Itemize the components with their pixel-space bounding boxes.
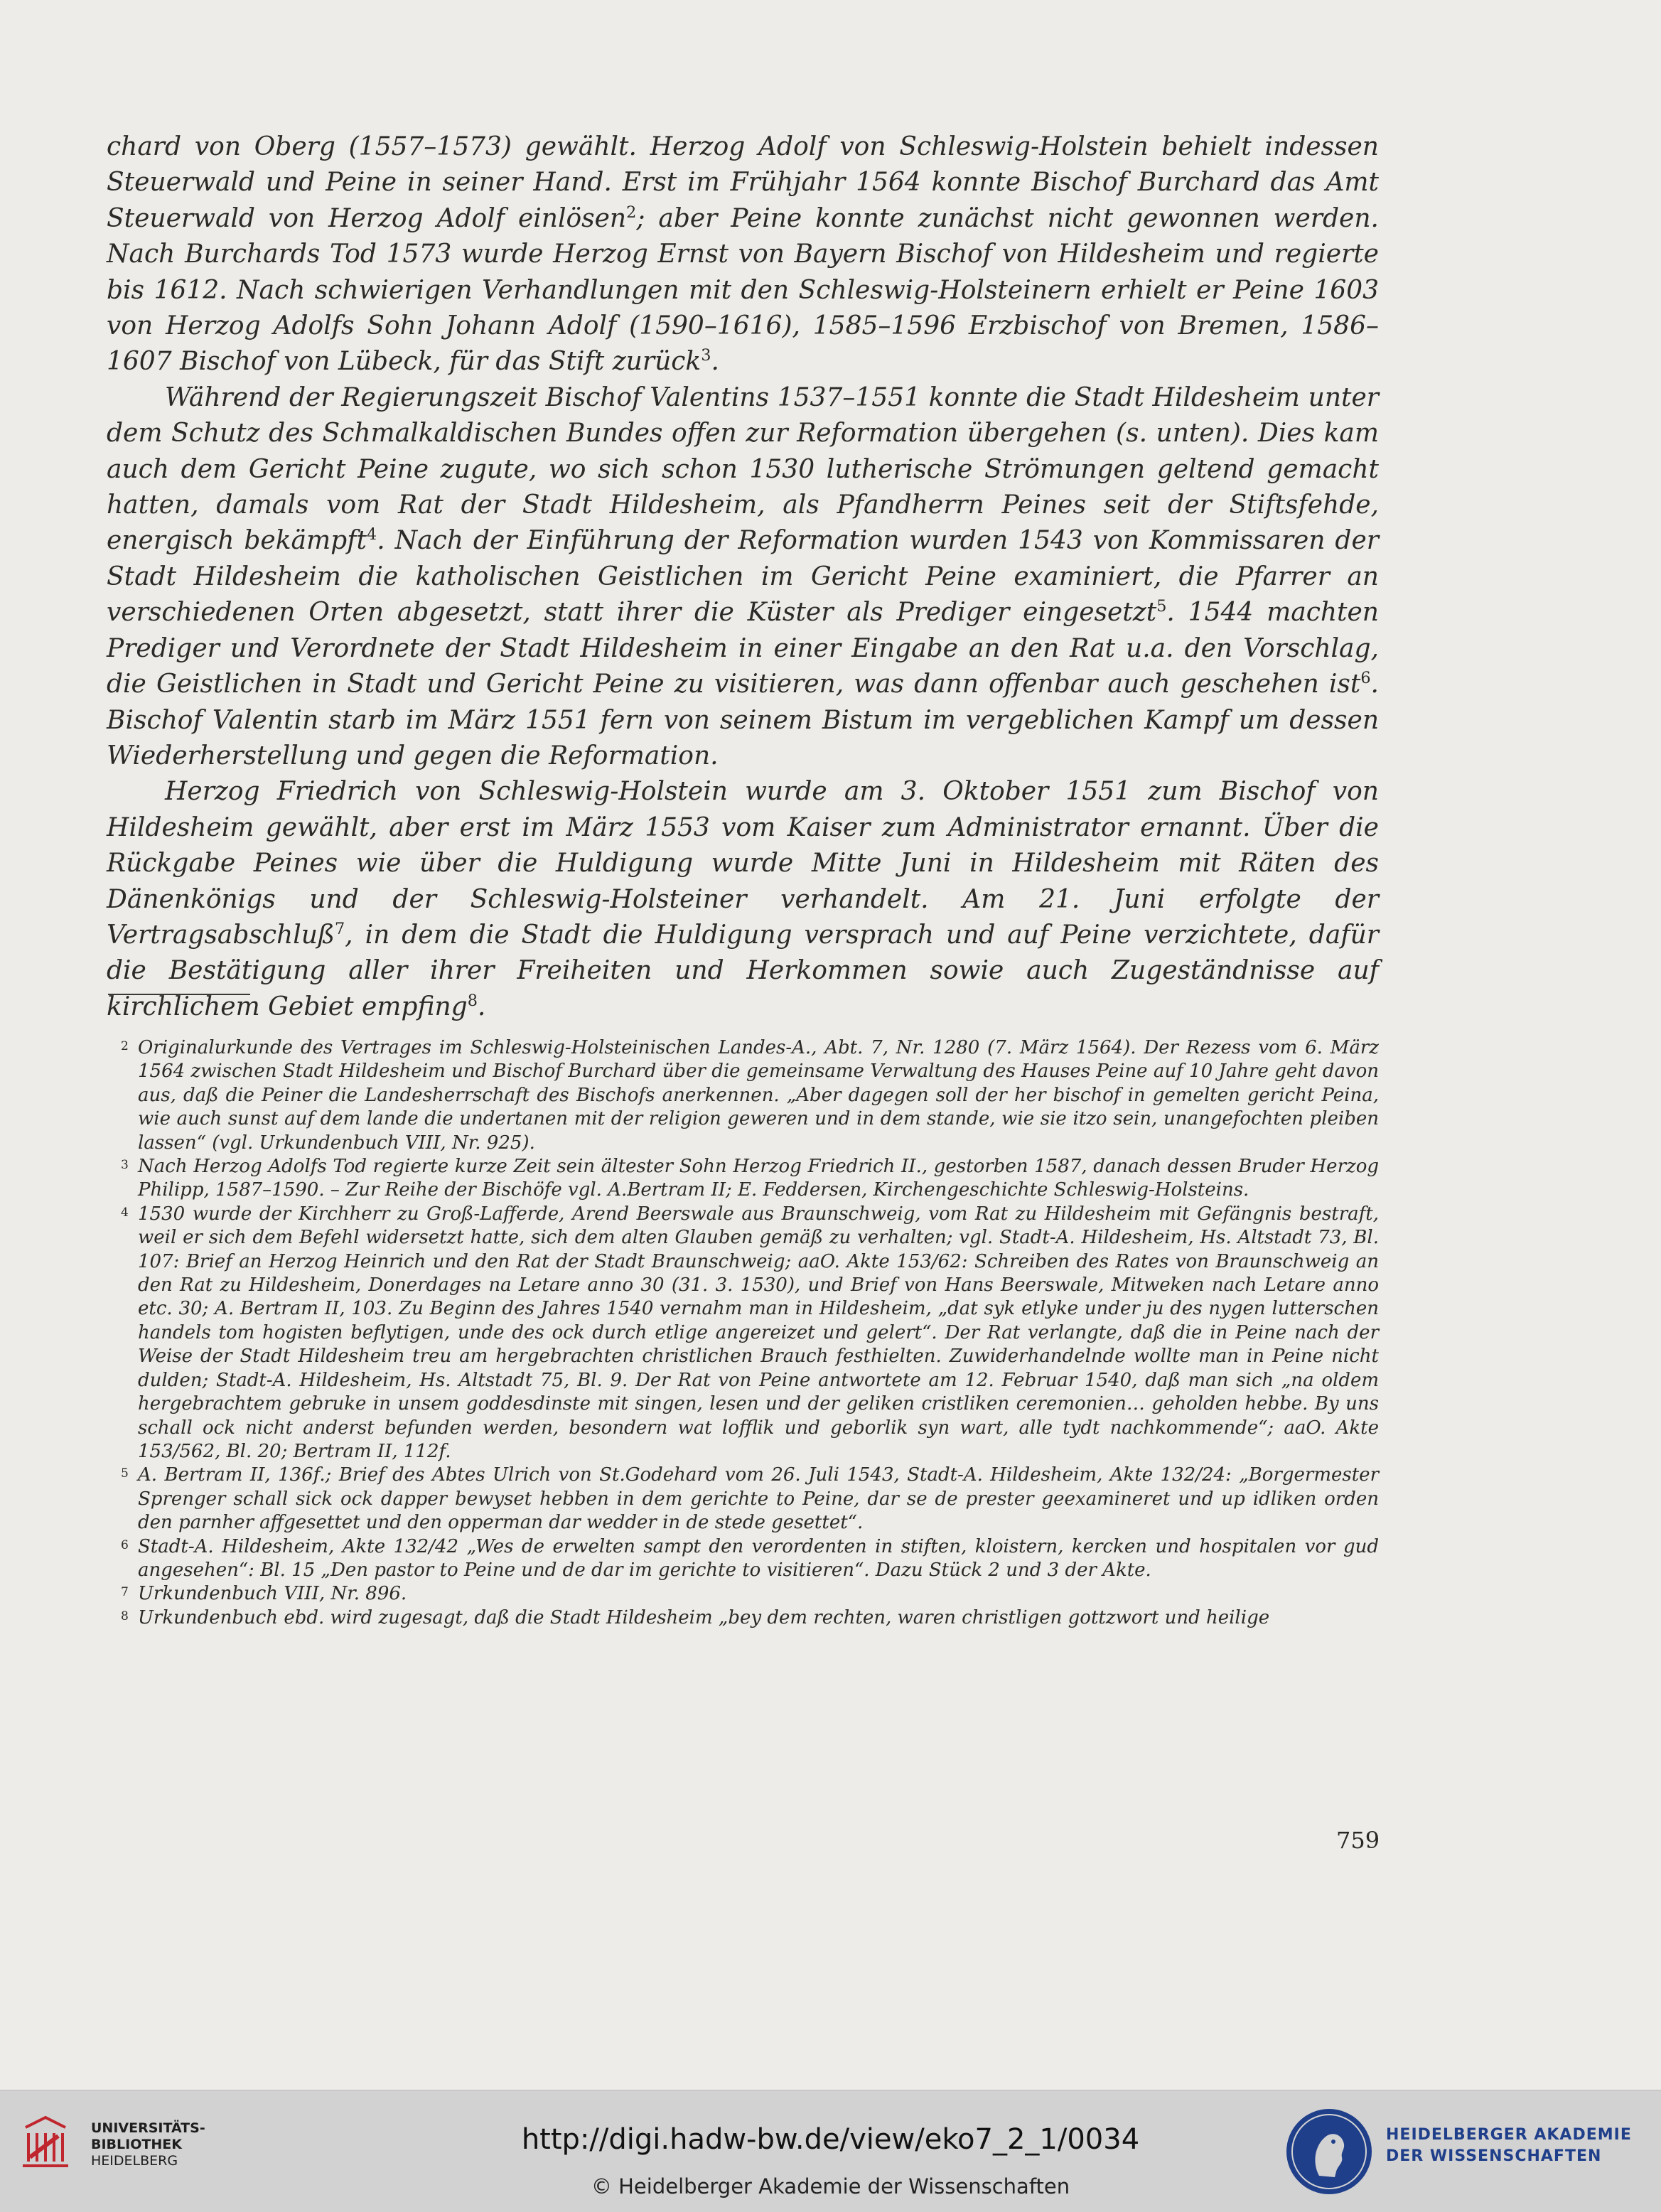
footnote-ref-8[interactable]: 8 — [467, 991, 478, 1010]
footnote — [121, 1606, 1379, 1630]
paragraph-2: Während der Regierungszeit Bischof Valentins 1537–1551 konnte die Stadt Hildesheim unter dem Schutz des Schmalkaldischen Bundes offen zur Reformation übergehen (s. unten). Dies kam auch dem Gericht Peine zugute, wo sich schon 1530 lutherische Strömungen geltend gemacht hatten, damals vom Rat der Stadt Hildesheim, als Pfandherrn Peines seit der Stiftsfehde, energisch bekämpft$^4$. Nach der Einführung der Reformation wurden 1543 von Kommissaren der Stadt Hildesheim die katholischen Geistlichen im Gericht Peine examiniert, die Pfarrer an verschiedenen Orten abgesetzt, statt ihrer die Küster als Prediger eingesetzt$^5$. 1544 machten Prediger und Verordnete der Stadt Hildesheim in einer Eingabe an den Rat u.a. den Vorschlag, die Geistlichen in Stadt und Gericht Peine zu visitieren, was dann offenbar auch geschehen ist$^6$. Bischof Valentin starb im März 1551 fern von seinem Bistum im vergeblichen Kampf um dessen Wiederherstellung und gegen die Reformation. — [107, 382, 1379, 771]
footnote — [121, 1155, 1379, 1203]
academy-name: HEIDELBERGER AKADEMIE DER WISSENSCHAFTEN — [1386, 2126, 1632, 2165]
academy-seal-icon[interactable] — [1284, 2106, 1375, 2197]
footnote-text: Originalurkunde des Vertrages im Schleswig-Holsteinischen Landes-A., Abt. 7, Nr. 1280 (7. März 1564). Der Rezess vom 6. März 1564 zwischen Stadt Hildesheim und Bischof Burchard über die gemeinsame Verwaltung des Hauses Peine auf 10 Jahre geht davon aus, daß die Peiner die Landesherrschaft des Bischofs anerkennen. „Aber dagegen soll der her bischof in gemelten gericht Peina, wie auch sunst auf dem lande die undertanen mit der religion geweren und in dem stande, wie sie itzo sein, unangefochten pleiben lassen“ (vgl. Urkundenbuch VIII, Nr. 925). — [138, 1037, 1379, 1154]
footnote — [121, 1036, 1379, 1155]
footnote-number: 3 — [121, 1158, 129, 1173]
footnote-text: Urkundenbuch VIII, Nr. 896. — [138, 1583, 407, 1605]
footnote — [121, 1203, 1379, 1464]
university-library-name: UNIVERSITÄTS- BIBLIOTHEK HEIDELBERG — [91, 2120, 205, 2169]
footnote-number: 6 — [121, 1537, 129, 1552]
document-url-link[interactable]: http://digi.hadw-bw.de/view/eko7_2_1/0034 — [521, 2123, 1140, 2156]
footnote-ref-7[interactable]: 7 — [334, 919, 345, 938]
footnote — [121, 1535, 1379, 1583]
footnote-ref-3[interactable]: 3 — [701, 346, 711, 365]
footnote-ref-5[interactable]: 5 — [1156, 597, 1167, 616]
page-number: 759 — [1336, 1827, 1380, 1854]
footnote-number: 4 — [121, 1205, 129, 1220]
footnote-text: 1530 wurde der Kirchherr zu Groß-Lafferde, Arend Beerswale aus Braunschweig, vom Rat zu Hildesheim mit Gefängnis bestraft, weil er sich dem Befehl widersetzt hatte, sich dem alten Glauben gemäß zu verhalten; vgl. Stadt-A. Hildesheim, Hs. Altstadt 73, Bl. 107: Brief an Herzog Heinrich und den Rat der Stadt Braunschweig; aaO. Akte 153/62: Schreiben des Rates von Braunschweig an den Rat zu Hildesheim, Donerdages na Letare anno 30 (31. 3. 1530), und Brief von Hans Beerswale, Mitweken nach Letare anno etc. 30; A. Bertram II, 103. Zu Beginn des Jahres 1540 vernahm man in Hildesheim, „dat syk etlyke under ju des nygen lutterschen handels tom hogisten beflytigen, unde des ock durch etlige angereizet und gelert“. Der Rat verlangte, daß die in Peine nach der Weise der Stadt Hildesheim treu am hergebrachten christlichen Brauch festhielten. Zuwiderhandelnde wollte man in Peine nicht dulden; Stadt-A. Hildesheim, Hs. Altstadt 75, Bl. 9. Der Rat von Peine antwortete am 12. Februar 1540, daß man sich „na oldem hergebrachtem gebruke in unsem goddesdinste mit singen, lesen und der geliken cristliken ceremonien… geholden hebbe. By uns schall ock nicht anderst befunden werden, besondern wat lofflik und geborlik syn wart, alle tydt nachkommende“; aaO. Akte 153/562, Bl. 20; Bertram II, 112f. — [138, 1203, 1379, 1462]
footnote-number: 7 — [121, 1585, 129, 1600]
footnote-separator — [108, 994, 250, 995]
footnote — [121, 1464, 1379, 1535]
footnote-text: Nach Herzog Adolfs Tod regierte kurze Zeit sein ältester Sohn Herzog Friedrich II., gestorben 1587, danach dessen Bruder Herzog Philipp, 1587–1590. – Zur Reihe der Bischöfe vgl. A.Bertram II; E. Feddersen, Kirchengeschichte Schleswig-Holsteins. — [138, 1156, 1379, 1201]
footnote-number: 8 — [121, 1609, 129, 1623]
footnotes — [121, 1036, 1379, 1630]
footnote-ref-2[interactable]: 2 — [626, 203, 637, 222]
footnote-text: Urkundenbuch ebd. wird zugesagt, daß die Stadt Hildesheim „bey dem rechten, waren christligen gottzwort und heilige — [138, 1606, 1270, 1628]
footnote-number: 2 — [121, 1039, 129, 1053]
footnote-text: Stadt-A. Hildesheim, Akte 132/42 „Wes de erwelten sampt den verordenten in stiften, kloistern, kercken und hospitalen vor gud angesehen“: Bl. 15 „Den pastor to Peine und de dar im gerichte to visitieren“. Dazu Stück 2 und 3 der Akte. — [138, 1535, 1379, 1581]
footnote-number: 5 — [121, 1466, 129, 1481]
paragraph-3: Herzog Friedrich von Schleswig-Holstein wurde am 3. Oktober 1551 zum Bischof von Hildesheim gewählt, aber erst im März 1553 vom Kaiser zum Administrator ernannt. Über die Rückgabe Peines wie über die Huldigung wurde Mitte Juni in Hildesheim mit Räten des Dänenkönigs und der Schleswig-Holsteiner verhandelt. Am 21. Juni erfolgte der Vertragsabschluß$^7$, in dem die Stadt die Huldigung versprach und auf Peine verzichtete, dafür die Bestätigung aller ihrer Freiheiten und Herkommen sowie auch Zugeständnisse auf kirchlichem Gebiet empfing$^8$. — [107, 777, 1379, 1021]
footnote — [121, 1582, 1379, 1606]
footnote-ref-4[interactable]: 4 — [366, 525, 377, 544]
footnote-ref-6[interactable]: 6 — [1360, 669, 1371, 688]
footnote-text: A. Bertram II, 136f.; Brief des Abtes Ulrich von St.Godehard vom 26. Juli 1543, Stadt-A. Hildesheim, Akte 132/24: „Borgermester Sprenger schall sick ock dapper bewyset hebben in dem gerichte to Peine, dar se de prester geexamineret und up idliken orden den parnher affgesettet und den opperman dar wedder in de stede gesettet“. — [138, 1464, 1379, 1534]
copyright-notice: © Heidelberger Akademie der Wissenschaften — [591, 2174, 1070, 2198]
main-text — [107, 129, 1379, 1025]
viewer-footer — [0, 2090, 1661, 2212]
paragraph-1: chard von Oberg (1557–1573) gewählt. Herzog Adolf von Schleswig-Holstein behielt indessen Steuerwald und Peine in seiner Hand. Erst im Frühjahr 1564 konnte Bischof Burchard das Amt Steuerwald von Herzog Adolf einlösen$^2$; aber Peine konnte zunächst nicht gewonnen werden. Nach Burchards Tod 1573 wurde Herzog Ernst von Bayern Bischof von Hildesheim und regierte bis 1612. Nach schwierigen Verhandlungen mit den Schleswig-Holsteinern erhielt er Peine 1603 von Herzog Adolfs Sohn Johann Adolf (1590–1616), 1585–1596 Erzbischof von Bremen, 1586–1607 Bischof von Lübeck, für das Stift zurück$^3$. — [107, 132, 1379, 377]
